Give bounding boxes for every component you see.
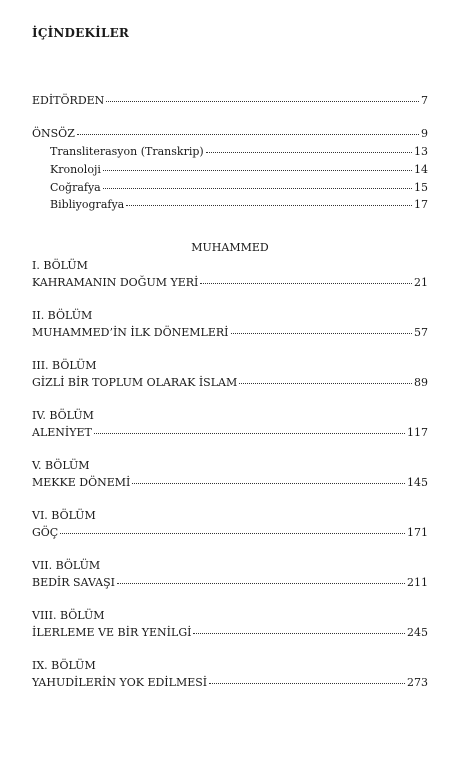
chapter-number: IV. BÖLÜM: [32, 409, 94, 422]
part-title: MUHAMMED: [191, 241, 269, 254]
toc-chapter-entry[interactable]: [32, 626, 428, 640]
chapter-number: III. BÖLÜM: [32, 359, 97, 372]
toc-entry-editorden[interactable]: [32, 94, 428, 108]
chapter-title: İLERLEME VE BİR YENİLGİ: [32, 626, 192, 639]
dot-leader: [193, 632, 405, 634]
dot-leader: [103, 187, 412, 189]
chapter-number: VI. BÖLÜM: [32, 509, 96, 522]
dot-leader: [239, 382, 412, 384]
toc-entry-label: ÖNSÖZ: [32, 127, 75, 140]
toc-page-number: 211: [407, 576, 428, 589]
toc-page-number: 117: [407, 426, 428, 439]
chapter-number: V. BÖLÜM: [32, 459, 90, 472]
dot-leader: [206, 151, 412, 153]
dot-leader: [77, 133, 419, 135]
toc-page-number: 14: [414, 163, 428, 176]
chapter-title: MUHAMMED’İN İLK DÖNEMLERİ: [32, 326, 229, 339]
toc-chapter-entry[interactable]: [32, 676, 428, 690]
dot-leader: [200, 282, 412, 284]
toc-page-number: 21: [414, 276, 428, 289]
dot-leader: [94, 432, 405, 434]
chapter-title: MEKKE DÖNEMİ: [32, 476, 131, 489]
toc-page-number: 57: [414, 326, 428, 339]
toc-page-number: 273: [407, 676, 428, 689]
chapter-title: GÖÇ: [32, 526, 59, 539]
toc-heading: İÇİNDEKİLER: [32, 26, 130, 40]
toc-chapter-entry[interactable]: [32, 376, 428, 390]
dot-leader: [231, 332, 413, 334]
chapter-title: GİZLİ BİR TOPLUM OLARAK İSLAM: [32, 376, 238, 389]
toc-chapter-entry[interactable]: [32, 526, 428, 540]
chapter-title: BEDİR SAVAŞI: [32, 576, 116, 589]
toc-chapter-entry[interactable]: [32, 276, 428, 290]
toc-page-number: 145: [407, 476, 428, 489]
dot-leader: [103, 169, 412, 171]
toc-entry-label: EDİTÖRDEN: [32, 94, 105, 107]
toc-page-number: 9: [421, 127, 428, 140]
toc-page-number: 171: [407, 526, 428, 539]
toc-entry-label: Transliterasyon (Transkrip): [50, 145, 204, 158]
dot-leader: [60, 532, 405, 534]
toc-subentry-bibliyografya[interactable]: [50, 198, 428, 212]
toc-entry-label: Kronoloji: [50, 163, 101, 176]
chapter-title: YAHUDİLERİN YOK EDİLMESİ: [32, 676, 208, 689]
toc-page-number: 89: [414, 376, 428, 389]
toc-entry-label: Bibliyografya: [50, 198, 125, 211]
toc-page-number: 15: [414, 181, 428, 194]
toc-subentry-kronoloji[interactable]: [50, 163, 428, 177]
toc-chapter-entry[interactable]: [32, 326, 428, 340]
toc-entry-label: Coğrafya: [50, 181, 101, 194]
toc-chapter-entry[interactable]: [32, 476, 428, 490]
chapter-title: KAHRAMANIN DOĞUM YERİ: [32, 276, 199, 289]
chapter-number: IX. BÖLÜM: [32, 659, 96, 672]
chapter-number: VIII. BÖLÜM: [32, 609, 105, 622]
toc-subentry-transliterasyon[interactable]: [50, 145, 428, 159]
chapter-number: I. BÖLÜM: [32, 259, 88, 272]
chapter-number: II. BÖLÜM: [32, 309, 93, 322]
chapter-number: VII. BÖLÜM: [32, 559, 101, 572]
toc-page-number: 245: [407, 626, 428, 639]
dot-leader: [106, 100, 419, 102]
dot-leader: [209, 682, 405, 684]
dot-leader: [126, 204, 412, 206]
toc-subentry-cografya[interactable]: [50, 181, 428, 195]
chapter-title: ALENİYET: [32, 426, 92, 439]
toc-page-number: 17: [414, 198, 428, 211]
dot-leader: [117, 582, 405, 584]
toc-chapter-entry[interactable]: [32, 576, 428, 590]
dot-leader: [132, 482, 405, 484]
toc-page-number: 13: [414, 145, 428, 158]
toc-entry-onsoz[interactable]: [32, 127, 428, 141]
toc-page-number: 7: [421, 94, 428, 107]
toc-chapter-entry[interactable]: [32, 426, 428, 440]
